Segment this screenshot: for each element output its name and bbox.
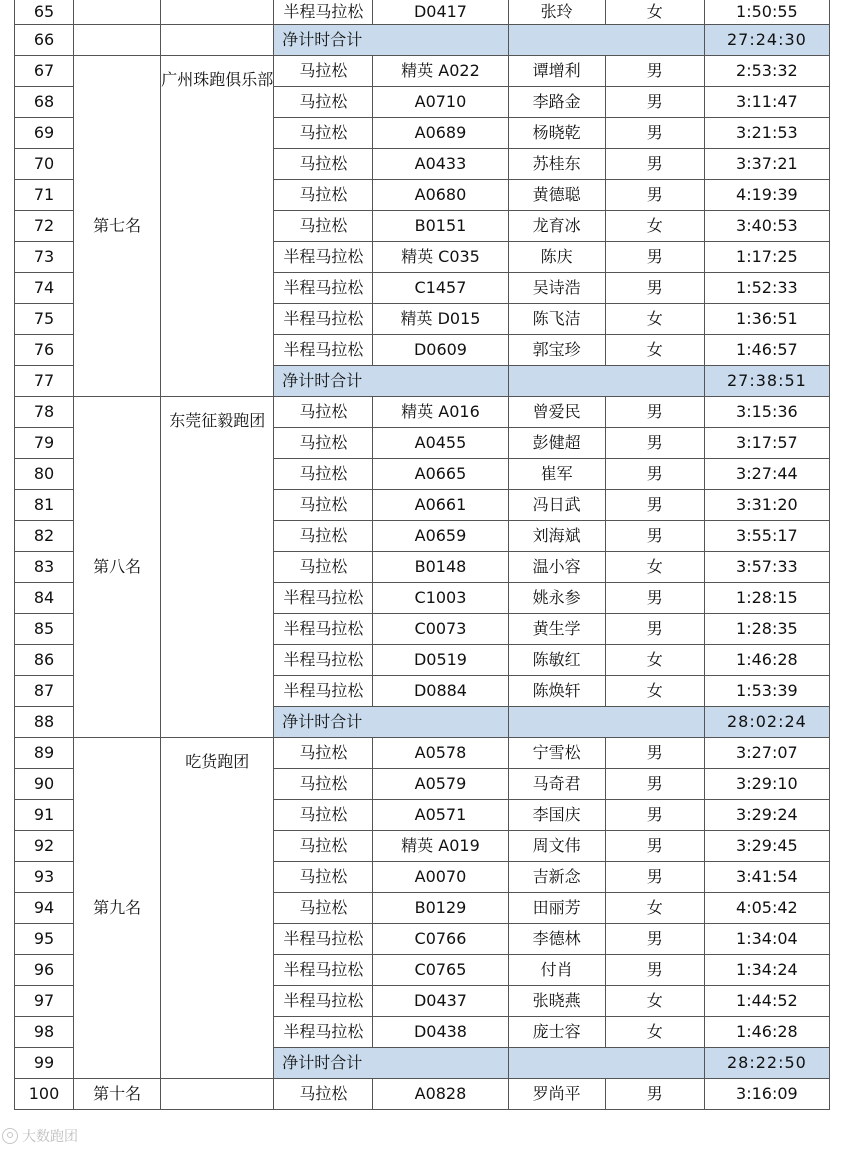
name-cell: 姚永参 bbox=[508, 583, 605, 614]
bib-cell: D0884 bbox=[373, 676, 508, 707]
event-cell: 马拉松 bbox=[274, 490, 373, 521]
row-number: 75 bbox=[15, 304, 74, 335]
row-number: 97 bbox=[15, 986, 74, 1017]
row-number: 72 bbox=[15, 211, 74, 242]
club-cell bbox=[161, 1079, 274, 1110]
event-cell: 马拉松 bbox=[274, 769, 373, 800]
row-number: 65 bbox=[15, 0, 74, 25]
name-cell: 彭健超 bbox=[508, 428, 605, 459]
time-cell: 1:46:28 bbox=[704, 645, 829, 676]
row-number: 66 bbox=[15, 25, 74, 56]
row-number: 98 bbox=[15, 1017, 74, 1048]
time-cell: 3:37:21 bbox=[704, 149, 829, 180]
bib-cell: D0609 bbox=[373, 335, 508, 366]
bib-cell: D0417 bbox=[373, 0, 508, 25]
gender-cell: 男 bbox=[605, 397, 704, 428]
name-cell: 崔军 bbox=[508, 459, 605, 490]
bib-cell: B0151 bbox=[373, 211, 508, 242]
bib-cell: C1457 bbox=[373, 273, 508, 304]
time-cell: 3:21:53 bbox=[704, 118, 829, 149]
time-cell: 1:52:33 bbox=[704, 273, 829, 304]
event-cell: 半程马拉松 bbox=[274, 986, 373, 1017]
row-number: 90 bbox=[15, 769, 74, 800]
row-number: 80 bbox=[15, 459, 74, 490]
time-cell: 1:44:52 bbox=[704, 986, 829, 1017]
row-number: 79 bbox=[15, 428, 74, 459]
bib-cell: A0455 bbox=[373, 428, 508, 459]
event-cell: 半程马拉松 bbox=[274, 614, 373, 645]
name-cell: 宁雪松 bbox=[508, 738, 605, 769]
bib-cell: 精英 C035 bbox=[373, 242, 508, 273]
gender-cell: 男 bbox=[605, 459, 704, 490]
time-cell: 3:16:09 bbox=[704, 1079, 829, 1110]
club-cell: 吃货跑团 bbox=[161, 738, 274, 1079]
bib-cell: B0129 bbox=[373, 893, 508, 924]
gender-cell: 男 bbox=[605, 242, 704, 273]
name-cell: 龙育冰 bbox=[508, 211, 605, 242]
gender-cell: 男 bbox=[605, 521, 704, 552]
name-cell: 陈飞洁 bbox=[508, 304, 605, 335]
bib-cell: A0710 bbox=[373, 87, 508, 118]
time-cell: 1:17:25 bbox=[704, 242, 829, 273]
time-cell: 1:34:24 bbox=[704, 955, 829, 986]
row-number: 81 bbox=[15, 490, 74, 521]
row-number: 93 bbox=[15, 862, 74, 893]
name-cell: 张晓燕 bbox=[508, 986, 605, 1017]
time-cell: 3:29:45 bbox=[704, 831, 829, 862]
subtotal-label: 净计时合计 bbox=[274, 1048, 508, 1079]
subtotal-blank bbox=[508, 25, 704, 56]
time-cell: 3:29:24 bbox=[704, 800, 829, 831]
bib-cell: D0437 bbox=[373, 986, 508, 1017]
gender-cell: 女 bbox=[605, 211, 704, 242]
time-cell: 3:29:10 bbox=[704, 769, 829, 800]
event-cell: 马拉松 bbox=[274, 397, 373, 428]
name-cell: 张玲 bbox=[508, 0, 605, 25]
name-cell: 李路金 bbox=[508, 87, 605, 118]
weibo-icon bbox=[2, 1128, 18, 1144]
row-number: 86 bbox=[15, 645, 74, 676]
gender-cell: 男 bbox=[605, 955, 704, 986]
name-cell: 马奇君 bbox=[508, 769, 605, 800]
name-cell: 陈焕轩 bbox=[508, 676, 605, 707]
row-number: 71 bbox=[15, 180, 74, 211]
time-cell: 2:53:32 bbox=[704, 56, 829, 87]
bib-cell: A0579 bbox=[373, 769, 508, 800]
gender-cell: 男 bbox=[605, 118, 704, 149]
name-cell: 吴诗浩 bbox=[508, 273, 605, 304]
subtotal-label: 净计时合计 bbox=[274, 25, 508, 56]
bib-cell: A0665 bbox=[373, 459, 508, 490]
time-cell: 4:05:42 bbox=[704, 893, 829, 924]
event-cell: 马拉松 bbox=[274, 180, 373, 211]
gender-cell: 男 bbox=[605, 924, 704, 955]
bib-cell: A0828 bbox=[373, 1079, 508, 1110]
row-number: 74 bbox=[15, 273, 74, 304]
gender-cell: 男 bbox=[605, 1079, 704, 1110]
time-cell: 1:50:55 bbox=[704, 0, 829, 25]
name-cell: 温小容 bbox=[508, 552, 605, 583]
gender-cell: 女 bbox=[605, 552, 704, 583]
name-cell: 冯日武 bbox=[508, 490, 605, 521]
subtotal-row bbox=[15, 25, 830, 56]
event-cell: 半程马拉松 bbox=[274, 335, 373, 366]
row-number: 91 bbox=[15, 800, 74, 831]
name-cell: 刘海斌 bbox=[508, 521, 605, 552]
time-cell: 1:34:04 bbox=[704, 924, 829, 955]
gender-cell: 男 bbox=[605, 800, 704, 831]
subtotal-blank bbox=[508, 366, 704, 397]
row-number: 87 bbox=[15, 676, 74, 707]
time-cell: 1:28:35 bbox=[704, 614, 829, 645]
row-number: 94 bbox=[15, 893, 74, 924]
event-cell: 半程马拉松 bbox=[274, 0, 373, 25]
event-cell: 马拉松 bbox=[274, 56, 373, 87]
name-cell: 陈庆 bbox=[508, 242, 605, 273]
time-cell: 3:41:54 bbox=[704, 862, 829, 893]
gender-cell: 男 bbox=[605, 56, 704, 87]
name-cell: 陈敏红 bbox=[508, 645, 605, 676]
event-cell: 马拉松 bbox=[274, 862, 373, 893]
bib-cell: C0073 bbox=[373, 614, 508, 645]
row-number: 92 bbox=[15, 831, 74, 862]
gender-cell: 男 bbox=[605, 769, 704, 800]
event-cell: 半程马拉松 bbox=[274, 955, 373, 986]
name-cell: 郭宝珍 bbox=[508, 335, 605, 366]
results-table-body bbox=[15, 0, 830, 1110]
results-sheet bbox=[14, 0, 830, 1110]
time-cell: 1:53:39 bbox=[704, 676, 829, 707]
bib-cell: A0433 bbox=[373, 149, 508, 180]
row-number: 84 bbox=[15, 583, 74, 614]
subtotal-time: 28:22:50 bbox=[704, 1048, 829, 1079]
bib-cell: B0148 bbox=[373, 552, 508, 583]
bib-cell: D0438 bbox=[373, 1017, 508, 1048]
event-cell: 马拉松 bbox=[274, 831, 373, 862]
bib-cell: C1003 bbox=[373, 583, 508, 614]
time-cell: 4:19:39 bbox=[704, 180, 829, 211]
name-cell: 庞士容 bbox=[508, 1017, 605, 1048]
rank-cell bbox=[74, 0, 161, 25]
event-cell: 马拉松 bbox=[274, 893, 373, 924]
row-number: 83 bbox=[15, 552, 74, 583]
time-cell: 1:46:57 bbox=[704, 335, 829, 366]
bib-cell: 精英 A016 bbox=[373, 397, 508, 428]
event-cell: 马拉松 bbox=[274, 800, 373, 831]
table-row bbox=[15, 397, 830, 428]
event-cell: 马拉松 bbox=[274, 521, 373, 552]
row-number: 68 bbox=[15, 87, 74, 118]
event-cell: 马拉松 bbox=[274, 552, 373, 583]
time-cell: 1:46:28 bbox=[704, 1017, 829, 1048]
time-cell: 3:40:53 bbox=[704, 211, 829, 242]
name-cell: 黄德聪 bbox=[508, 180, 605, 211]
row-number: 100 bbox=[15, 1079, 74, 1110]
watermark-text: 大数跑团 bbox=[22, 1129, 78, 1145]
row-number: 69 bbox=[15, 118, 74, 149]
event-cell: 半程马拉松 bbox=[274, 273, 373, 304]
rank-cell: 第七名 bbox=[74, 56, 161, 397]
event-cell: 马拉松 bbox=[274, 87, 373, 118]
gender-cell: 男 bbox=[605, 862, 704, 893]
time-cell: 3:57:33 bbox=[704, 552, 829, 583]
row-number: 70 bbox=[15, 149, 74, 180]
gender-cell: 女 bbox=[605, 893, 704, 924]
event-cell: 马拉松 bbox=[274, 428, 373, 459]
event-cell: 马拉松 bbox=[274, 738, 373, 769]
subtotal-label: 净计时合计 bbox=[274, 366, 508, 397]
bib-cell: C0765 bbox=[373, 955, 508, 986]
row-number: 85 bbox=[15, 614, 74, 645]
name-cell: 周文伟 bbox=[508, 831, 605, 862]
event-cell: 马拉松 bbox=[274, 149, 373, 180]
name-cell: 吉新念 bbox=[508, 862, 605, 893]
row-number: 95 bbox=[15, 924, 74, 955]
bib-cell: A0578 bbox=[373, 738, 508, 769]
event-cell: 马拉松 bbox=[274, 1079, 373, 1110]
name-cell: 李德林 bbox=[508, 924, 605, 955]
row-number: 67 bbox=[15, 56, 74, 87]
row-number: 89 bbox=[15, 738, 74, 769]
table-row bbox=[15, 0, 830, 25]
club-cell bbox=[161, 0, 274, 25]
bib-cell: 精英 D015 bbox=[373, 304, 508, 335]
club-cell bbox=[161, 25, 274, 56]
gender-cell: 女 bbox=[605, 986, 704, 1017]
subtotal-label: 净计时合计 bbox=[274, 707, 508, 738]
time-cell: 3:31:20 bbox=[704, 490, 829, 521]
row-number: 77 bbox=[15, 366, 74, 397]
table-row bbox=[15, 56, 830, 87]
bib-cell: A0661 bbox=[373, 490, 508, 521]
event-cell: 半程马拉松 bbox=[274, 242, 373, 273]
name-cell: 曾爱民 bbox=[508, 397, 605, 428]
time-cell: 3:15:36 bbox=[704, 397, 829, 428]
gender-cell: 女 bbox=[605, 304, 704, 335]
subtotal-time: 27:24:30 bbox=[704, 25, 829, 56]
row-number: 73 bbox=[15, 242, 74, 273]
gender-cell: 男 bbox=[605, 583, 704, 614]
event-cell: 半程马拉松 bbox=[274, 645, 373, 676]
bib-cell: 精英 A019 bbox=[373, 831, 508, 862]
time-cell: 3:17:57 bbox=[704, 428, 829, 459]
bib-cell: A0571 bbox=[373, 800, 508, 831]
time-cell: 1:28:15 bbox=[704, 583, 829, 614]
gender-cell: 男 bbox=[605, 273, 704, 304]
event-cell: 马拉松 bbox=[274, 118, 373, 149]
rank-cell: 第八名 bbox=[74, 397, 161, 738]
gender-cell: 女 bbox=[605, 335, 704, 366]
row-number: 96 bbox=[15, 955, 74, 986]
table-row bbox=[15, 738, 830, 769]
gender-cell: 女 bbox=[605, 645, 704, 676]
club-cell: 东莞征毅跑团 bbox=[161, 397, 274, 738]
gender-cell: 男 bbox=[605, 87, 704, 118]
gender-cell: 男 bbox=[605, 614, 704, 645]
watermark bbox=[2, 1126, 78, 1146]
gender-cell: 男 bbox=[605, 428, 704, 459]
time-cell: 3:27:44 bbox=[704, 459, 829, 490]
club-cell: 广州珠跑俱乐部 bbox=[161, 56, 274, 397]
time-cell: 3:11:47 bbox=[704, 87, 829, 118]
rank-cell: 第九名 bbox=[74, 738, 161, 1079]
event-cell: 马拉松 bbox=[274, 211, 373, 242]
name-cell: 苏桂东 bbox=[508, 149, 605, 180]
row-number: 99 bbox=[15, 1048, 74, 1079]
name-cell: 杨晓乾 bbox=[508, 118, 605, 149]
bib-cell: D0519 bbox=[373, 645, 508, 676]
bib-cell: 精英 A022 bbox=[373, 56, 508, 87]
gender-cell: 男 bbox=[605, 180, 704, 211]
rank-cell: 第十名 bbox=[74, 1079, 161, 1110]
rank-cell bbox=[74, 25, 161, 56]
name-cell: 李国庆 bbox=[508, 800, 605, 831]
row-number: 78 bbox=[15, 397, 74, 428]
name-cell: 谭增利 bbox=[508, 56, 605, 87]
event-cell: 马拉松 bbox=[274, 459, 373, 490]
bib-cell: A0070 bbox=[373, 862, 508, 893]
bib-cell: A0680 bbox=[373, 180, 508, 211]
gender-cell: 女 bbox=[605, 0, 704, 25]
event-cell: 半程马拉松 bbox=[274, 676, 373, 707]
gender-cell: 男 bbox=[605, 831, 704, 862]
table-row bbox=[15, 1079, 830, 1110]
subtotal-blank bbox=[508, 1048, 704, 1079]
bib-cell: C0766 bbox=[373, 924, 508, 955]
event-cell: 半程马拉松 bbox=[274, 304, 373, 335]
gender-cell: 男 bbox=[605, 149, 704, 180]
event-cell: 半程马拉松 bbox=[274, 924, 373, 955]
subtotal-time: 28:02:24 bbox=[704, 707, 829, 738]
team-results-table bbox=[14, 0, 830, 1110]
gender-cell: 女 bbox=[605, 1017, 704, 1048]
name-cell: 付肖 bbox=[508, 955, 605, 986]
subtotal-time: 27:38:51 bbox=[704, 366, 829, 397]
gender-cell: 女 bbox=[605, 676, 704, 707]
row-number: 76 bbox=[15, 335, 74, 366]
time-cell: 1:36:51 bbox=[704, 304, 829, 335]
event-cell: 半程马拉松 bbox=[274, 1017, 373, 1048]
row-number: 88 bbox=[15, 707, 74, 738]
bib-cell: A0659 bbox=[373, 521, 508, 552]
gender-cell: 男 bbox=[605, 490, 704, 521]
time-cell: 3:55:17 bbox=[704, 521, 829, 552]
gender-cell: 男 bbox=[605, 738, 704, 769]
time-cell: 3:27:07 bbox=[704, 738, 829, 769]
subtotal-blank bbox=[508, 707, 704, 738]
name-cell: 罗尚平 bbox=[508, 1079, 605, 1110]
name-cell: 田丽芳 bbox=[508, 893, 605, 924]
bib-cell: A0689 bbox=[373, 118, 508, 149]
name-cell: 黄生学 bbox=[508, 614, 605, 645]
row-number: 82 bbox=[15, 521, 74, 552]
event-cell: 半程马拉松 bbox=[274, 583, 373, 614]
